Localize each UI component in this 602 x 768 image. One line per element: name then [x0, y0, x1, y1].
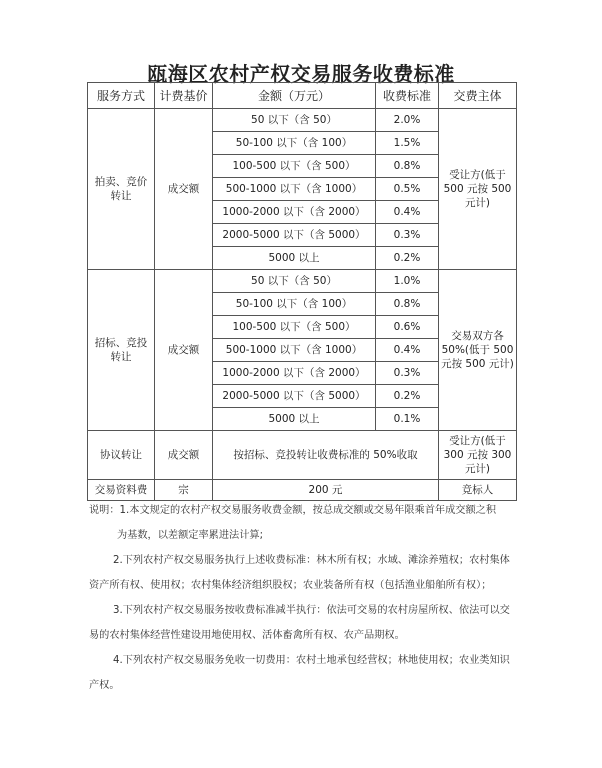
rate-cell: 0.2%: [376, 385, 439, 408]
tender-base-cell: 成交额: [155, 270, 213, 431]
agreement-base-cell: 成交额: [155, 431, 213, 480]
rate-cell: 0.4%: [376, 201, 439, 224]
header-fee-rate: 收费标准: [376, 83, 439, 109]
material-method-cell: 交易资料费: [88, 480, 155, 501]
note-1-line-1: 说明：1.本文规定的农村产权交易服务收费金额，按总成交额或交易年限乘首年成交额之积: [89, 505, 497, 516]
agreement-standard-cell: 按招标、竞投转让收费标准的 50%收取: [213, 431, 439, 480]
auction-method-cell: 拍卖、竞价转让: [88, 109, 155, 270]
note-2: 2.下列农村产权交易服务执行上述收费标准：林木所有权；水域、滩涂养殖权；农村集体资产所有权、使用权；农村集体经济组织股权；农业装备所有权（包括渔业船舶所有权）；: [89, 555, 510, 591]
table-row: [88, 431, 517, 480]
rate-cell: 0.5%: [376, 178, 439, 201]
material-standard-cell: 200 元: [213, 480, 439, 501]
header-billing-base: 计费基价: [155, 83, 213, 109]
header-amount: 金额（万元）: [213, 83, 376, 109]
amount-cell: 100-500 以下（含 500）: [213, 316, 376, 339]
amount-cell: 500-1000 以下（含 1000）: [213, 339, 376, 362]
rate-cell: 0.6%: [376, 316, 439, 339]
amount-cell: 1000-2000 以下（含 2000）: [213, 362, 376, 385]
agreement-method-cell: 协议转让: [88, 431, 155, 480]
header-payer: 交费主体: [439, 83, 517, 109]
table-row: [88, 270, 517, 293]
header-service-method: 服务方式: [88, 83, 155, 109]
rate-cell: 0.2%: [376, 247, 439, 270]
note-4: 4.下列农村产权交易服务免收一切费用：农村土地承包经营权；林地使用权；农业类知识产权。: [89, 655, 510, 691]
auction-base-cell: 成交额: [155, 109, 213, 270]
amount-cell: 50 以下（含 50）: [213, 109, 376, 132]
material-base-cell: 宗: [155, 480, 213, 501]
rate-cell: 2.0%: [376, 109, 439, 132]
rate-cell: 0.4%: [376, 339, 439, 362]
amount-cell: 5000 以上: [213, 247, 376, 270]
note-1-line-2: 为基数，以差额定率累进法计算;: [117, 530, 264, 541]
amount-cell: 1000-2000 以下（含 2000）: [213, 201, 376, 224]
rate-cell: 1.0%: [376, 270, 439, 293]
auction-payer-cell: 受让方(低于500 元按 500 元计): [439, 109, 517, 270]
notes-section: [89, 498, 519, 698]
material-payer-cell: 竞标人: [439, 480, 517, 501]
rate-cell: 0.3%: [376, 362, 439, 385]
page-title: 瓯海区农村产权交易服务收费标准: [147, 62, 455, 86]
tender-payer-cell: 交易双方各50%(低于 500元按 500 元计): [439, 270, 517, 431]
tender-method-cell: 招标、竞投转让: [88, 270, 155, 431]
amount-cell: 50-100 以下（含 100）: [213, 293, 376, 316]
amount-cell: 100-500 以下（含 500）: [213, 155, 376, 178]
table-row: [88, 109, 517, 132]
rate-cell: 0.1%: [376, 408, 439, 431]
amount-cell: 50 以下（含 50）: [213, 270, 376, 293]
fee-table: [87, 82, 517, 501]
amount-cell: 2000-5000 以下（含 5000）: [213, 224, 376, 247]
amount-cell: 5000 以上: [213, 408, 376, 431]
amount-cell: 2000-5000 以下（含 5000）: [213, 385, 376, 408]
amount-cell: 50-100 以下（含 100）: [213, 132, 376, 155]
rate-cell: 0.3%: [376, 224, 439, 247]
table-header-row: [88, 83, 517, 109]
note-1: [89, 498, 519, 548]
note-3: 3.下列农村产权交易服务按收费标准减半执行：依法可交易的农村房屋所权、依法可以交易的农村集体经营性建设用地使用权、活体畜禽所有权、农产品期权。: [89, 605, 510, 641]
rate-cell: 0.8%: [376, 155, 439, 178]
rate-cell: 1.5%: [376, 132, 439, 155]
amount-cell: 500-1000 以下（含 1000）: [213, 178, 376, 201]
rate-cell: 0.8%: [376, 293, 439, 316]
agreement-payer-cell: 受让方(低于300 元按 300 元计): [439, 431, 517, 480]
